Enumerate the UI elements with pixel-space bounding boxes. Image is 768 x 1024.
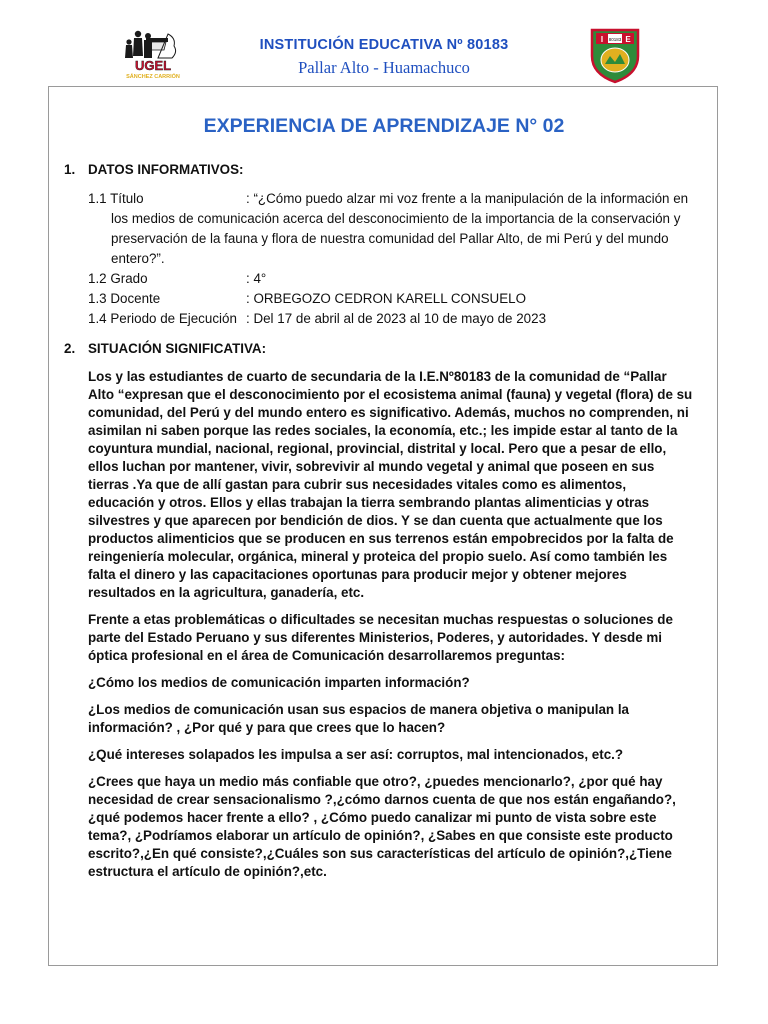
question-paragraph: ¿Qué intereses solapados les impulsa a ser así: corruptos, mal intencionados, etc.? [88,747,624,762]
question-paragraph: ¿Cómo los medios de comunicación imparten información? [88,675,470,690]
institution-location: Pallar Alto - Huamachuco [298,58,470,77]
info-key: 1.4 Periodo de Ejecución [88,311,237,326]
situation-text [88,368,694,881]
info-key: 1.2 Grado [88,271,148,286]
info-value: : “¿Cómo puedo alzar mi voz frente a la manipulación de la información en [246,191,689,206]
info-value: : Del 17 de abril al de 2023 al 10 de mayo de 2023 [246,311,547,326]
section-heading-text: SITUACIÓN SIGNIFICATIVA: [88,341,267,356]
info-row-grade [88,269,694,289]
section-2-heading [64,339,694,359]
info-row-period [88,309,694,329]
school-shield-logo [588,26,642,84]
info-value: : ORBEGOZO CEDRON KARELL CONSUELO [246,291,527,306]
section-number: 1. [64,162,76,177]
svg-text:80183: 80183 [608,37,622,42]
svg-text:SÁNCHEZ CARRIÓN: SÁNCHEZ CARRIÓN [126,74,180,80]
info-key: 1.1 Título [88,191,144,206]
question-paragraph: ¿Crees que haya un medio más confiable que otro?, ¿puedes mencionarlo?, ¿por qué hay necesidad de crear sensacionalismo ?,¿cómo darnos cuenta de que nos están engañando?, ¿qué podemos hacer frente a ello? , ¿Cómo puedo canalizar mi punto de vista sobre este tema?, ¿Podríamos elaborar un artículo de opinión?, ¿Sabes en que consiste este producto escrito?,¿En qué consiste?,¿Cuáles son sus características del artículo de opinión?,¿Tiene estructura el artículo de opinión?,etc. [88,774,676,879]
info-row-teacher [88,289,694,309]
situation-paragraph: Los y las estudiantes de cuarto de secundaria de la I.E.Nº80183 de la comunidad de “Pallar Alto “expresan que el desconocimiento por el ecosistema animal (fauna) y vegetal (flora) de su comunidad, del Perú y del mundo entero es significativo. Además, muchos no comprenden, ni asimilan ni saben porque las redes sociales, la economía, etc.; les impide estar al tanto de la coyuntura mundial, nacional, regional, provincial, distrital y local. Pero que a pesar de ello, ellos luchan por mantener, vivir, sobrevivir al mundo vegetal y animal que poseen en sus tierras .Ya que de allí gastan para cubrir sus necesidades vitales como es alimentos, educación y otros. Ellos y ellas trabajan la tierra sembrando plantas alimenticias y otras silvestres y que aparecen por bendición de dios. Y se dan cuenta que actualmente que los productos alimenticios que se producen en sus terrenos están empobrecidos por la falta de reingeniería molecular, orgánica, mineral y proteica del propio suelo. Así como también les falta el dinero y las capacitaciones oportunas para producir mejor y obtener mejores resultados en la agricultura, ganadería, etc. [88,369,693,600]
svg-text:E: E [625,35,631,44]
institution-name: INSTITUCIÓN EDUCATIVA Nº 80183 [259,37,509,53]
question-paragraph: ¿Los medios de comunicación usan sus espacios de manera objetiva o manipulan la información? , ¿Por qué y para que crees que lo hacen? [88,702,629,735]
section-number: 2. [64,341,76,356]
section-1-heading [64,160,694,180]
page-header [0,0,768,86]
info-title-continuation: los medios de comunicación acerca del desconocimiento de la importancia de la conservación y preservación de la fauna y flora de nuestra comunidad del Pallar Alto, de mi Perú y del mundo entero?”. [111,211,681,266]
info-key: 1.3 Docente [88,291,161,306]
document-body [64,160,694,890]
info-row-title [88,189,694,209]
situation-paragraph: Frente a etas problemáticas o dificultades se necesitan muchas respuestas o soluciones de parte del Estado Peruano y sus diferentes Ministerios, Poderes, y autoridades. Y desde mi óptica profesional en el área de Comunicación desarrollaremos preguntas: [88,612,673,663]
svg-text:I: I [600,35,604,44]
svg-text:UGEL: UGEL [134,58,172,73]
info-value: : 4° [246,271,267,286]
section-heading-text: DATOS INFORMATIVOS: [88,162,244,177]
document-title: EXPERIENCIA DE APRENDIZAJE N° 02 [203,115,565,137]
